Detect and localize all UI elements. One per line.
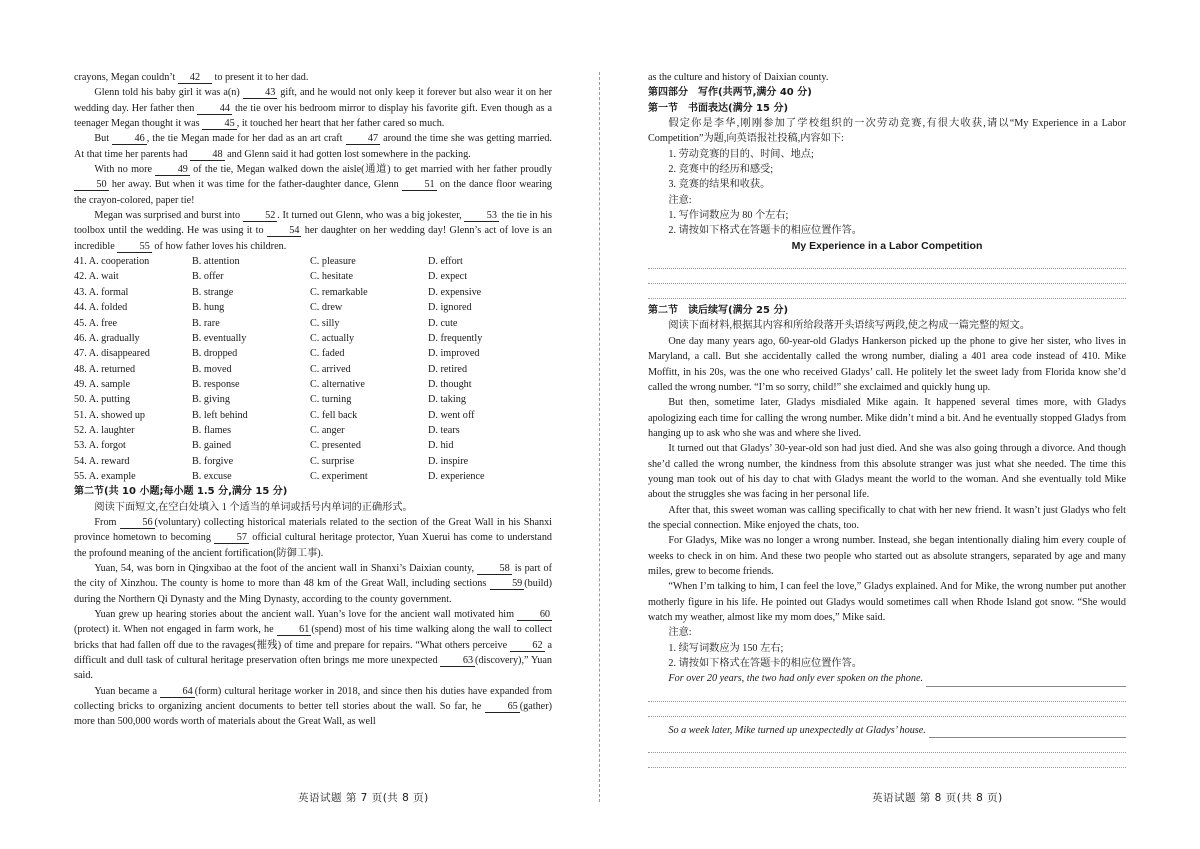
paragraph-text: (build) during the Northern Qi Dynasty and the Ming Dynasty, according to the county government. xyxy=(74,578,552,605)
option-choice: B. eventually xyxy=(192,332,247,344)
option-choice: B. flames xyxy=(192,424,232,436)
option-choice: 45. A. free xyxy=(74,317,117,329)
option-choice: D. tears xyxy=(428,424,460,436)
writing-note: 1. 写作词数应为 80 个左右; xyxy=(668,210,789,222)
paragraph-text: is part of the city of Xinzhou. The county is home to more than 48 km of the Great Wall, including sections xyxy=(74,563,552,590)
answer-blank: 48 xyxy=(190,149,225,161)
answer-blank: 63 xyxy=(440,655,475,667)
cloze-paragraph xyxy=(74,85,552,131)
option-row xyxy=(74,469,552,484)
writing-note: 2. 请按如下格式在答题卡的相应位置作答。 xyxy=(668,225,862,237)
paragraph-text: Yuan, 54, was born in Qingxibao at the foot of the ancient wall in Shanxi’s Daixian county, xyxy=(94,563,478,574)
paragraph-text: her away. But when it was time for the father-daughter dance, Glenn xyxy=(108,179,403,191)
option-choice: 50. A. putting xyxy=(74,394,131,406)
option-choice: D. experience xyxy=(428,470,485,482)
answer-blank: 47 xyxy=(346,133,381,145)
note-label: 注意: xyxy=(668,194,692,206)
option-choice: C. fell back xyxy=(310,409,358,421)
story-paragraph: For Gladys, Mike was no longer a wrong number. Instead, she began intentionally dialing him every couple of weeks to check in on him. And these two people who started out as absolute strangers, separated by age and many miles, grew to become friends. xyxy=(648,535,1126,577)
answer-blank: 53 xyxy=(464,210,499,222)
option-choice: C. anger xyxy=(310,424,345,436)
paragraph-text: and Glenn said it had gotten lost somewhere in the packing. xyxy=(224,148,471,160)
paragraph-text: Megan was surprised and burst into xyxy=(94,210,243,222)
option-choice: B. dropped xyxy=(192,348,238,360)
option-choice: 53. A. forgot xyxy=(74,440,126,452)
paragraph-text: . It turned out Glenn, who was a big jokester, xyxy=(277,210,465,222)
option-row xyxy=(74,300,552,315)
option-choice: C. pleasure xyxy=(310,256,356,268)
option-choice: C. surprise xyxy=(310,455,355,467)
paragraph-text: of how father loves his children. xyxy=(151,240,287,252)
answer-blank: 52 xyxy=(243,210,278,222)
option-row xyxy=(74,438,552,453)
paragraph-text: , it touched her heart that her father cared so much. xyxy=(236,118,445,130)
right-page-column xyxy=(648,70,1126,768)
answer-blank: 59 xyxy=(490,578,525,590)
left-page-column xyxy=(74,70,552,730)
option-choice: D. thought xyxy=(428,378,472,390)
grammar-paragraph xyxy=(74,607,552,684)
section2-heading: 第二节(共 10 小题;每小题 1.5 分,满分 15 分) xyxy=(74,486,288,498)
paragraph-start-text: For over 20 years, the two had only ever spoken on the phone. xyxy=(668,673,924,685)
answer-blank: 62 xyxy=(510,640,545,652)
cloze-paragraph xyxy=(74,70,552,85)
paragraph-text: With no more xyxy=(94,164,156,176)
cloze-paragraph xyxy=(74,162,552,208)
story-paragraph: It turned out that Gladys’ 30-year-old son had just died. And she was also going through a divorce. And though she’d called the wrong number, the kindness from this absolute stranger was just what she needed. The time this young man took out of his day to chat with Gladys meant the world to the woman. And she eventually told Mike about the struggles she was facing in her personal life. xyxy=(648,443,1126,501)
paragraph-text: (voluntary) collecting historical materials related to the section of the Great Wall in his Shanxi province hometown to becoming xyxy=(74,516,553,544)
option-row xyxy=(74,408,552,423)
paragraph-start-2 xyxy=(648,723,1126,738)
option-choice: B. hung xyxy=(192,302,225,314)
cloze-paragraph xyxy=(74,131,552,162)
option-choice: 49. A. sample xyxy=(74,378,131,390)
page-footer-right: 英语试题 第 8 页(共 8 页) xyxy=(872,792,1003,804)
writing-section2-heading: 第二节 读后续写(满分 25 分) xyxy=(648,305,789,317)
option-choice: B. moved xyxy=(192,363,232,375)
answer-blank: 49 xyxy=(155,164,190,176)
paragraph-text: (gather) more than 500,000 words worth of materials about the Great Wall, as well xyxy=(74,701,552,728)
option-choice: 47. A. disappeared xyxy=(74,348,150,360)
answer-blank: 43 xyxy=(243,87,278,99)
continuation-instructions: 阅读下面材料,根据其内容和所给段落开头语续写两段,使之构成一篇完整的短文。 xyxy=(668,320,1031,332)
option-row xyxy=(74,362,552,377)
option-row xyxy=(74,392,552,407)
paragraph-text: of the tie, Megan walked down the aisle(通道) to get married with her father proudly xyxy=(189,164,552,176)
answer-blank: 65 xyxy=(485,701,520,713)
option-choice: D. retired xyxy=(428,363,468,375)
option-choice: C. remarkable xyxy=(310,286,368,298)
section2-instructions: 阅读下面短文,在空白处填入 1 个适当的单词或括号内单词的正确形式。 xyxy=(94,501,413,513)
option-choice: B. response xyxy=(192,378,240,390)
option-choice: 52. A. laughter xyxy=(74,424,135,436)
paragraph-text: around the time she was getting married. At that time her parents had xyxy=(74,133,552,160)
continuation-note: 2. 请按如下格式在答题卡的相应位置作答。 xyxy=(668,658,862,670)
option-choice: 51. A. showed up xyxy=(74,409,146,421)
answer-line xyxy=(648,256,1126,269)
continuation-note: 1. 续写词数应为 150 左右; xyxy=(668,642,784,654)
writing-requirement: 2. 竞赛中的经历和感受; xyxy=(668,164,774,176)
option-choice: D. frequently xyxy=(428,332,483,344)
answer-line xyxy=(648,689,1126,702)
paragraph-text: a difficult and dull task of cultural heritage preservation often brings me more unexpected xyxy=(74,639,552,667)
grammar-paragraph xyxy=(74,561,552,607)
option-choice: 48. A. returned xyxy=(74,363,136,375)
option-row xyxy=(74,331,552,346)
option-choice: C. alternative xyxy=(310,378,365,390)
page-divider xyxy=(599,72,600,802)
option-choice: C. silly xyxy=(310,317,340,329)
option-choice: B. left behind xyxy=(192,409,248,421)
writing-requirement: 3. 竞赛的结果和收获。 xyxy=(668,179,771,191)
paragraph-text: official cultural heritage protector, Yuan Xuerui has come to understand the profound meaning of the ancient fortification(防御工事). xyxy=(74,532,553,559)
paragraph-text: , the tie Megan made for her dad as an art craft xyxy=(146,133,346,145)
answer-blank: 61 xyxy=(277,624,312,636)
answer-blank: 54 xyxy=(267,225,302,237)
option-choice: B. gained xyxy=(192,440,232,452)
option-choice: C. presented xyxy=(310,440,361,452)
answer-blank: 64 xyxy=(160,686,195,698)
paragraph-text: on the dance floor wearing the crayon-colored, paper tie! xyxy=(74,179,553,206)
paragraph-text: gift, and he would not only keep it forever but also wear it on her wedding day. Her father then xyxy=(74,87,552,114)
option-choice: C. faded xyxy=(310,348,345,360)
answer-line xyxy=(648,271,1126,284)
option-choice: B. forgive xyxy=(192,455,234,467)
paragraph-text: the tie over his bedroom mirror to display his favorite gift. Even though as a teenager Megan thought it was xyxy=(74,102,552,130)
option-choice: D. expect xyxy=(428,271,468,283)
story-paragraph: “When I’m talking to him, I can feel the love,” Gladys explained. And for Mike, the wrong number put another motherly figure in his life. He pointed out Gladys would sometimes call when Rhode Island got snow. “She would watch my weather, almost like my mom does,” Mike said. xyxy=(648,581,1126,623)
answer-blank: 50 xyxy=(74,179,109,191)
option-choice: D. went off xyxy=(428,409,475,421)
option-row xyxy=(74,316,552,331)
answer-blank: 51 xyxy=(402,179,437,191)
answer-blank: 46 xyxy=(112,133,147,145)
paragraph-start-1 xyxy=(648,671,1126,686)
cloze-options-table xyxy=(74,254,552,484)
paragraph-start-text: So a week later, Mike turned up unexpectedly at Gladys’ house. xyxy=(668,724,926,736)
answer-blank: 56 xyxy=(120,517,155,529)
story-paragraph: But then, sometime later, Gladys misdialed Mike again. It happened several times more, with Gladys apologizing each time for calling the wrong number. Mike didn’t mind a bit. And he eventually stopped Gladys from hanging up to ask who she was and where she lived. xyxy=(648,397,1126,439)
option-choice: C. turning xyxy=(310,394,352,406)
answer-line xyxy=(648,286,1126,299)
option-choice: 42. A. wait xyxy=(74,271,119,283)
grammar-paragraph xyxy=(74,684,552,730)
option-choice: C. arrived xyxy=(310,363,351,375)
answer-line xyxy=(648,755,1126,768)
page-footer-left: 英语试题 第 7 页(共 8 页) xyxy=(298,792,429,804)
cloze-paragraph xyxy=(74,208,552,254)
option-choice: D. expensive xyxy=(428,286,482,298)
option-choice: B. strange xyxy=(192,286,234,298)
option-choice: C. experiment xyxy=(310,470,368,482)
answer-blank: 42 xyxy=(178,72,212,84)
option-choice: 54. A. reward xyxy=(74,455,130,467)
answer-line xyxy=(929,727,1126,738)
option-choice: 44. A. folded xyxy=(74,302,128,314)
paragraph-text: Glenn told his baby girl it was a(n) xyxy=(94,87,243,99)
paragraph-text: (discovery),” Yuan said. xyxy=(74,655,552,682)
option-choice: C. actually xyxy=(310,332,355,344)
option-choice: 46. A. gradually xyxy=(74,332,140,344)
option-choice: B. rare xyxy=(192,317,220,329)
option-row xyxy=(74,454,552,469)
answer-line xyxy=(926,676,1126,687)
paragraph-text: (spend) most of his time walking along the wall to collect bricks that had fallen off due to the ravages(摧残) of time and prepare for repairs. “What others perceive xyxy=(74,624,552,651)
paragraph-text: Yuan grew up hearing stories about the ancient wall. Yuan’s love for the ancient wall motivated him xyxy=(94,609,518,621)
paragraph-text: crayons, Megan couldn’t xyxy=(74,72,178,83)
answer-line xyxy=(648,704,1126,717)
answer-line xyxy=(648,740,1126,753)
paragraph-text: (form) cultural heritage worker in 2018, and since then his duties have expanded from collecting bricks to organizing ancient documents to better tell stories about the wall. So far, he xyxy=(74,685,553,713)
answer-blank: 57 xyxy=(214,532,249,544)
paragraph-text: From xyxy=(94,516,120,528)
option-choice: D. cute xyxy=(428,317,458,329)
option-choice: B. giving xyxy=(192,394,230,406)
option-choice: C. drew xyxy=(310,302,343,314)
paragraph-text: (protect) it. When not engaged in farm work, he xyxy=(74,624,277,636)
answer-blank: 60 xyxy=(517,609,552,621)
option-choice: C. hesitate xyxy=(310,271,354,283)
option-choice: 41. A. cooperation xyxy=(74,256,150,268)
option-choice: D. improved xyxy=(428,348,480,360)
paragraph-text: Yuan became a xyxy=(94,685,161,697)
paragraph-text: the tie in his toolbox until the wedding. He was using it to xyxy=(74,210,552,237)
paragraph-text: But xyxy=(94,133,113,145)
paragraph-text: her daughter on her wedding day! Glenn’s act of love is an incredible xyxy=(74,225,552,252)
paragraph-text: to present it to her dad. xyxy=(211,72,309,83)
answer-blank: 55 xyxy=(117,241,152,253)
note-label: 注意: xyxy=(668,627,692,639)
continued-text: as the culture and history of Daixian county. xyxy=(648,72,829,83)
option-choice: B. excuse xyxy=(192,470,232,482)
option-choice: D. hid xyxy=(428,440,454,452)
option-choice: D. ignored xyxy=(428,302,472,314)
option-choice: D. inspire xyxy=(428,455,469,467)
story-paragraph: One day many years ago, 60-year-old Gladys Hankerson picked up the phone to give her sister, who lives in Maryland, a call. But she accidentally called the wrong number, dialing a 401 area code instead of 410. Mike Moffitt, in his 20s, was the one who received Gladys’ call. He politely let the sweet lady from Florida know she’d called the wrong number. “I’m so sorry, child!” she exclaimed and quickly hung up. xyxy=(648,335,1126,393)
option-row xyxy=(74,423,552,438)
option-row xyxy=(74,285,552,300)
answer-blank: 45 xyxy=(202,118,237,130)
story-paragraph: After that, this sweet woman was calling specifically to chat with her new friend. It wasn’t just Gladys who felt the special connection. Mike enjoyed the chats, too. xyxy=(648,504,1126,531)
option-row xyxy=(74,377,552,392)
option-choice: 43. A. formal xyxy=(74,286,129,298)
option-choice: B. offer xyxy=(192,271,224,283)
option-row xyxy=(74,254,552,269)
option-row xyxy=(74,269,552,284)
option-choice: B. attention xyxy=(192,256,240,268)
writing-section1-heading: 第一节 书面表达(满分 15 分) xyxy=(648,102,789,114)
answer-blank: 58 xyxy=(477,563,512,575)
answer-blank: 44 xyxy=(197,103,232,115)
grammar-paragraph xyxy=(74,515,552,561)
option-choice: 55. A. example xyxy=(74,470,136,482)
essay-title: My Experience in a Labor Competition xyxy=(791,239,983,252)
option-row xyxy=(74,346,552,361)
part4-heading: 第四部分 写作(共两节,满分 40 分) xyxy=(648,87,812,99)
option-choice: D. effort xyxy=(428,256,463,268)
writing-prompt: 假定你是李华,刚刚参加了学校组织的一次劳动竞赛,有很大收获,请以“My Experience in a Labor Competition”为题,向英语报社投稿,内容如下: xyxy=(648,118,1126,145)
option-choice: D. taking xyxy=(428,394,466,406)
writing-requirement: 1. 劳动竞赛的目的、时间、地点; xyxy=(668,148,814,160)
